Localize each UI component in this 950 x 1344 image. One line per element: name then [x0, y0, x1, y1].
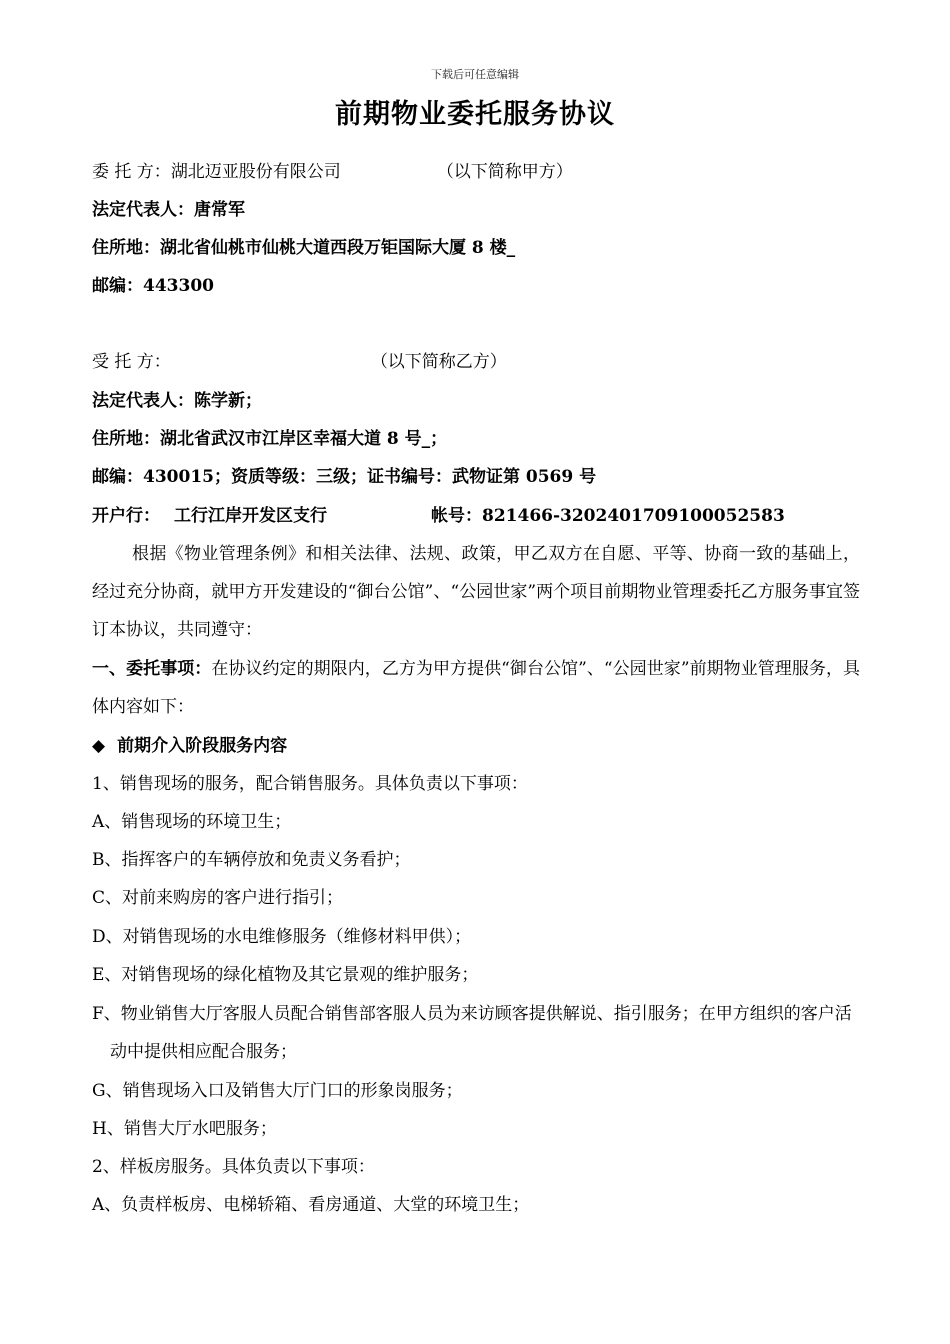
diamond-bullet-icon: ◆	[92, 736, 106, 756]
bank-account: 帐号：821466-3202401709100052583	[431, 506, 785, 526]
subheading	[92, 727, 862, 765]
header-note: 下载后可任意编辑	[431, 68, 519, 81]
list-item: G、销售现场入口及销售大厅门口的形象岗服务；	[92, 1081, 463, 1101]
list-item: B、指挥客户的车辆停放和免责义务看护；	[92, 850, 411, 870]
list-item: A、负责样板房、电梯轿箱、看房通道、大堂的环境卫生；	[92, 1195, 530, 1215]
document-title: 前期物业委托服务协议	[335, 99, 615, 130]
party-b-bank-line	[92, 497, 862, 535]
subheading-text: 前期介入阶段服务内容	[117, 736, 288, 756]
list-item: A、销售现场的环境卫生；	[92, 812, 292, 832]
party-a-rep: 法定代表人：唐常军	[92, 200, 245, 220]
preamble-paragraph: 根据《物业管理条例》和相关法律、法规、政策，甲乙双方在自愿、平等、协商一致的基础上，经过充分协商，就甲方开发建设的“御台公馆”、“公园世家”两个项目前期物业管理委托乙方服务事宜签订本协议，共同遵守：	[92, 544, 860, 640]
party-b-label: 受 托 方：	[92, 352, 171, 372]
party-a-abbr: （以下简称甲方）	[436, 162, 573, 182]
party-a-name: 湖北迈亚股份有限公司	[170, 162, 341, 182]
party-b-abbr: （以下简称乙方）	[370, 352, 507, 372]
party-a-postcode: 邮编：443300	[92, 276, 214, 296]
bank-name: 工行江岸开发区支行	[174, 506, 327, 526]
party-a-line	[92, 153, 862, 191]
list-item: 1、销售现场的服务，配合销售服务。具体负责以下事项：	[92, 774, 528, 794]
party-b-rep: 法定代表人：陈学新；	[92, 391, 262, 411]
section-1-paragraph	[92, 650, 860, 726]
list-item: H、销售大厅水吧服务；	[92, 1119, 277, 1139]
list-item: C、对前来购房的客户进行指引；	[92, 888, 344, 908]
party-a-address: 住所地：湖北省仙桃市仙桃大道西段万钜国际大厦 8 楼_	[92, 238, 516, 258]
bank-label: 开户行：	[92, 506, 160, 526]
section-1-text: 在协议约定的期限内，乙方为甲方提供“御台公馆”、“公园世家”前期物业管理服务，具体内容如下：	[92, 659, 861, 717]
party-b-line	[92, 343, 862, 381]
party-b-address: 住所地：湖北省武汉市江岸区幸福大道 8 号_；	[92, 429, 448, 449]
section-1-heading: 一、委托事项：	[92, 659, 212, 679]
party-a-label: 委 托 方：	[92, 162, 171, 182]
list-item: E、对销售现场的绿化植物及其它景观的维护服务；	[92, 965, 479, 985]
party-b-postcode: 邮编：430015；资质等级：三级；证书编号：武物证第 0569 号	[92, 467, 597, 487]
list-item: 2、样板房服务。具体负责以下事项：	[92, 1157, 375, 1177]
list-item: F、物业销售大厅客服人员配合销售部客服人员为来访顾客提供解说、指引服务；在甲方组织的客户活动中提供相应配合服务；	[92, 1004, 852, 1062]
list-item: D、对销售现场的水电维修服务（维修材料甲供）；	[92, 927, 472, 947]
